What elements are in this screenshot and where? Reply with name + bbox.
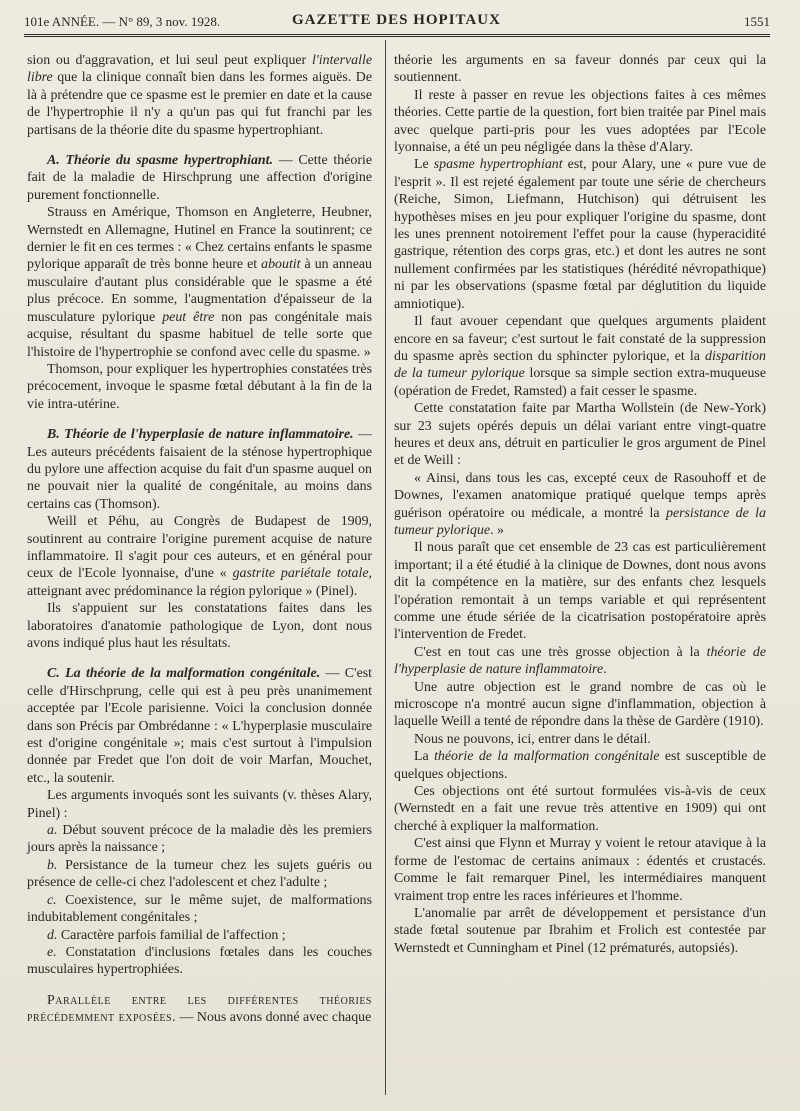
paragraph: Ils s'appuient sur les constatations faites dans les laboratoires d'anatomie pathologique de Lyon, dont nous avons indiqué plus haut les résultats. <box>27 601 372 651</box>
paragraph: théorie les arguments en sa faveur donnés par ceux qui la soutiennent. <box>394 53 766 86</box>
paragraph: Ces objections ont été surtout formulées vis-à-vis de ceux (Wernstedt en a fait une revue très attentive en 1909) qui ont cherché à expliquer la malformation. <box>394 784 766 834</box>
paragraph: L'anomalie par arrêt de développement et persistance d'un stade fœtal soutenue par Ibrahim et Frolich est contestée par Wernstedt et Cunningham et Pinel (12 prématurés, autopsiés). <box>394 905 766 956</box>
paragraph: Nous ne pouvons, ici, entrer dans le détail. <box>414 731 651 747</box>
section-heading: C. La théorie de la malformation congénitale. <box>47 666 321 682</box>
issue-info: 101e ANNÉE. — N° 89, 3 nov. 1928. <box>24 14 221 29</box>
paragraph: Il nous paraît que cet ensemble de 23 cas est particulièrement important; il a été étudié à la clinique de Downes, dont nous avons dit la compétence en la matière, sur des enfants chez lesquels l'opération remontait à un temps variable et qui représentent comme une étude sériée de la cicatrisation postopératoire après l'intervention de Fredet. <box>394 540 766 643</box>
right-column <box>394 52 766 957</box>
page-header <box>24 10 770 37</box>
list-item: d. Caractère parfois familial de l'affection ; <box>47 927 286 943</box>
page-number: 1551 <box>744 14 770 29</box>
paragraph: Il reste à passer en revue les objections faites à ces mêmes théories. Cette partie de la question, fort bien traitée par Pinel mais avec quelque parti-pris pour les vues adoptées par l'Ecole lyonnaise, a été un peu négligée dans la thèse d'Alary. <box>394 87 766 156</box>
paragraph: Strauss en Amérique, Thomson en Angleterre, Heubner, Wernstedt en Allemagne, Hutinel en France la soutinrent; ce dernier le fit en ces termes : « Chez certains enfants le spasme pylorique apparaît de très bonne heure et aboutit à un anneau musculaire d'autant plus considérable que le spasme a été plus précoce. En somme, l'augmentation d'épaisseur de la musculature pylorique peut être non pas congénitale mais acquise, résultant du spasme habituel de telle sorte que l'histoire de l'hypertrophie se confond avec celle du spasme. » <box>27 205 373 360</box>
list-item: e. Constatation d'inclusions fœtales dans les couches musculaires hypertrophiées. <box>27 944 372 978</box>
parallel-section: Parallèle entre les différentes théories précédemment exposées. — Nous avons donné avec chaque <box>27 992 372 1026</box>
paragraph: C'est en tout cas une très grosse objection à la théorie de l'hyperplasie de nature inflammatoire. <box>394 644 766 678</box>
list-item: c. Coexistence, sur le même sujet, de malformations indubitablement congénitales ; <box>27 892 372 926</box>
paragraph: Une autre objection est le grand nombre de cas où le microscope n'a montré aucun signe d'inflammation, objection à laquelle Weill a tenté de répondre dans la thèse de Gardère (1910). <box>394 679 766 730</box>
quote-paragraph: « Ainsi, dans tous les cas, excepté ceux de Rasouhoff et de Downes, l'examen anatomique pratiqué quelque temps après guérison opératoire ou médicale, a montré la persistance de la tumeur pylorique. » <box>394 470 766 538</box>
paragraph: Cette constatation faite par Martha Wollstein (de New-York) sur 23 sujets opérés depuis un délai variant entre vingt-quatre heures et deux ans, détruit en particulier le gros argument de Pinel et de Weill : <box>394 401 766 469</box>
paragraph: Le spasme hypertrophiant est, pour Alary, une « pure vue de l'esprit ». Il est rejeté également par toute une série de chercheurs (Reiche, Simon, Liefmann, Hutchison) qui détruisent les hypothèses mises en jeu pour expliquer l'origine du spasme, dont les unes prennent notoirement l'effet pour la cause (hyperacidité gastrique, rétention des corps gras, etc.) et dont les autres ne sont nullement confirmées par les statistiques (hérédité névropathique) ni par les observations (spasme fœtal par déglutition du liquide amniotique). <box>394 157 766 312</box>
column-divider <box>385 40 386 1095</box>
paragraph: Il faut avouer cependant que quelques arguments plaident encore en sa faveur; c'est surtout le fait constaté de la suppression du spasme après section du sphincter pylorique, et la disparition de la tumeur pylorique lorsque sa simple section extra-muqueuse (opération de Fredet, Ramsted) a fait cesser le spasme. <box>394 314 767 399</box>
section-a: A. Théorie du spasme hypertrophiant. — Cette théorie fait de la maladie de Hirschprung une affection d'origine purement fonctionnelle. <box>27 153 372 203</box>
paragraph: Les arguments invoqués sont les suivants (v. thèses Alary, Pinel) : <box>27 788 372 821</box>
paragraph: Weill et Péhu, au Congrès de Budapest de 1909, soutinrent au contraire l'origine purement acquise de nature inflammatoire. Il s'agit pour ces auteurs, et en général pour ceux de l'Ecole lyonnaise, d'une « gastrite pariétale totale, atteignant avec prédominance la région pylorique » (Pinel). <box>27 514 372 599</box>
section-heading: B. Théorie de l'hyperplasie de nature inflammatoire. <box>47 427 354 443</box>
journal-title: GAZETTE DES HOPITAUX <box>292 12 501 28</box>
paragraph: Thomson, pour expliquer les hypertrophies constatées très précocement, invoque le spasme fœtal débutant à la fin de la vie intra-utérine. <box>27 361 372 412</box>
section-heading: A. Théorie du spasme hypertrophiant. <box>47 153 273 169</box>
left-column <box>27 52 372 1027</box>
section-c: C. La théorie de la malformation congénitale. — C'est celle d'Hirschprung, celle qui est à peu près unanimement acceptée par l'Ecole parisienne. Voici la conclusion donnée dans son Précis par Ombrédanne : « L'hyperplasie musculaire est d'origine congénitale »; mais c'est surtout à l'impulsion donnée par Fredet que l'on doit de voir Marfan, Mouchet, etc., la soutenir. <box>27 666 372 786</box>
list-item: b. Persistance de la tumeur chez les sujets guéris ou présence de celle-ci chez l'adolescent et chez l'adulte ; <box>27 857 372 891</box>
list-item: a. Début souvent précoce de la maladie dès les premiers jours après la naissance ; <box>27 823 372 856</box>
paragraph: La théorie de la malformation congénitale est susceptible de quelques objections. <box>394 749 766 782</box>
paragraph: C'est ainsi que Flynn et Murray y voient le retour atavique à la forme de l'estomac de certains animaux : édentés et crustacés. Comme le fait remarquer Pinel, les intermédiaires manquent vraiment trop entre les races inférieures et l'homme. <box>394 836 766 904</box>
paragraph: sion ou d'aggravation, et lui seul peut expliquer l'intervalle libre que la clinique connaît bien dans les formes aiguës. De là à prétendre que ce spasme est le premier en date et la cause de l'hypertrophie il n'y a qu'un pas qui fut franchi par les partisans de la théorie dite du spasme hypertrophiant. <box>27 53 372 138</box>
section-heading: Parallèle entre les différentes théories précédemment exposées. <box>27 992 372 1026</box>
section-b: B. Théorie de l'hyperplasie de nature inflammatoire. — Les auteurs précédents faisaient de la sténose hypertrophique du pylore une affection acquise du fait d'un spasme auquel on ne pouvait nier la qualité de congénitale, au moins dans certains cas (Thomson). <box>27 427 372 512</box>
